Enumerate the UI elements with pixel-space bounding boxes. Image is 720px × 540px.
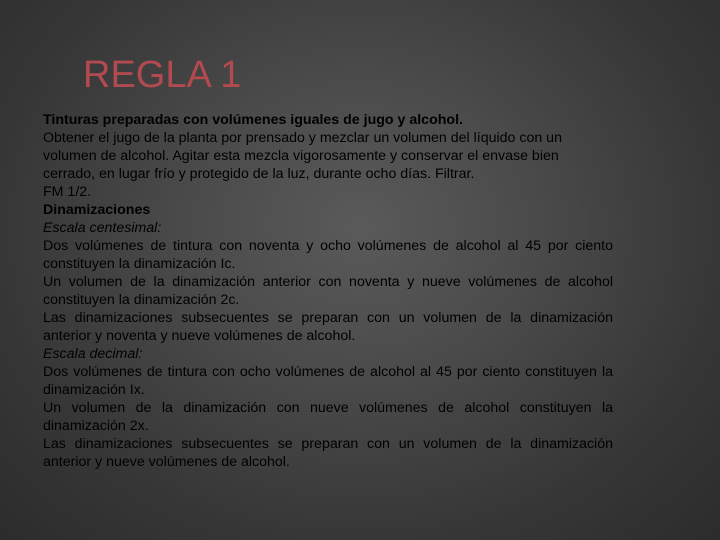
paragraph-decimal-2x: Un volumen de la dinamización con nueve volúmenes de alcohol constituyen la dinamización 2x. bbox=[43, 400, 613, 434]
paragraph-centesimal-1c: Dos volúmenes de tintura con noventa y ocho volúmenes de alcohol al 45 por ciento constituyen la dinamización Ic. bbox=[43, 238, 613, 272]
paragraph-formula: FM 1/2. bbox=[43, 184, 92, 200]
paragraph-centesimal-2c: Un volumen de la dinamización anterior con noventa y nueve volúmenes de alcohol constituyen la dinamización 2c. bbox=[43, 274, 613, 308]
paragraph-decimal-1x: Dos volúmenes de tintura con ocho volúmenes de alcohol al 45 por ciento constituyen la dinamización Ix. bbox=[43, 364, 613, 398]
subheading-escala-centesimal: Escala centesimal: bbox=[43, 220, 162, 236]
slide-title: REGLA 1 bbox=[83, 54, 242, 96]
slide-body bbox=[43, 111, 613, 471]
heading-tinturas: Tinturas preparadas con volúmenes iguales de jugo y alcohol. bbox=[43, 112, 463, 128]
paragraph-centesimal-subsecuentes: Las dinamizaciones subsecuentes se preparan con un volumen de la dinamización anterior y noventa y nueve volúmenes de alcohol. bbox=[43, 310, 613, 344]
paragraph-obtener-jugo: Obtener el jugo de la planta por prensado y mezclar un volumen del líquido con un volumen de alcohol. Agitar esta mezcla vigorosamente y conservar el envase bien cerrado, en lugar frío y protegido de la luz, durante ocho días. Filtrar. bbox=[43, 130, 562, 182]
heading-dinamizaciones: Dinamizaciones bbox=[43, 202, 151, 218]
paragraph-decimal-subsecuentes: Las dinamizaciones subsecuentes se preparan con un volumen de la dinamización anterior y nueve volúmenes de alcohol. bbox=[43, 436, 613, 470]
subheading-escala-decimal: Escala decimal: bbox=[43, 346, 143, 362]
